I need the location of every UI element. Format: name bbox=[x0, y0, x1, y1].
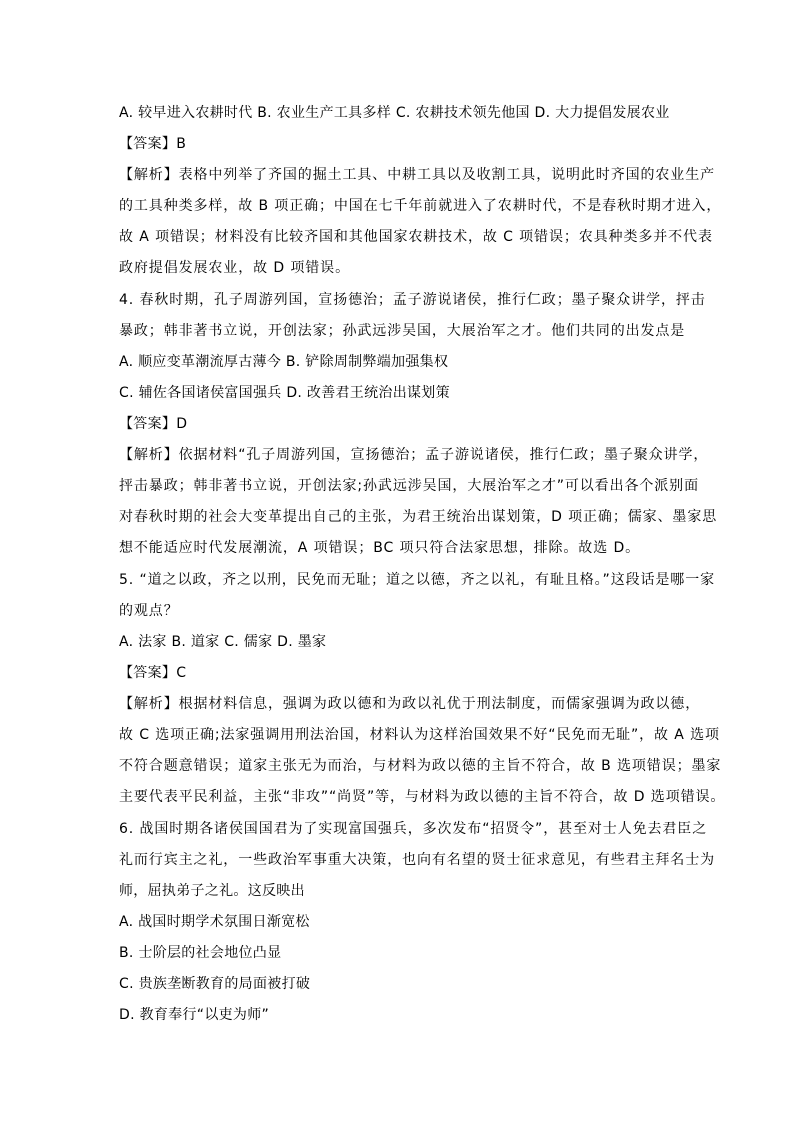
q3-analysis-line: 的工具种类多样，故 B 项正确；中国在七千年前就进入了农耕时代，不是春秋时期才进入， bbox=[119, 198, 722, 214]
q5-answer: 【答案】C bbox=[119, 665, 187, 681]
q6-stem-line: 礼而行宾主之礼，一些政治军事重大决策，也向有名望的贤士征求意见，有些君主拜名士为 bbox=[119, 852, 715, 868]
q4-stem-line: 暴政；韩非著书立说，开创法家；孙武远涉吴国，大展治军之才。他们共同的出发点是 bbox=[119, 323, 686, 339]
q5-analysis-line: 【解析】根据材料信息，强调为政以德和为政以礼优于刑法制度，而儒家强调为政以德， bbox=[119, 696, 701, 712]
q3-analysis-line: 故 A 项错误；材料没有比较齐国和其他国家农耕技术，故 C 项错误；农具种类多并不代表 bbox=[119, 229, 713, 245]
q3-answer: 【答案】B bbox=[119, 136, 187, 152]
q5-analysis-line: 不符合题意错误；道家主张无为而治，与材料为政以德的主旨不符合，故 B 选项错误；墨家 bbox=[119, 758, 722, 774]
q4-options-line: C. 辅佐各国诸侯富国强兵 D. 改善君王统治出谋划策 bbox=[119, 385, 450, 401]
q6-option: D. 教育奉行“以吏为师” bbox=[119, 1007, 270, 1023]
q4-stem-line: 4. 春秋时期，孔子周游列国，宣扬德治；孟子游说诸侯，推行仁政；墨子聚众讲学，抨击 bbox=[119, 292, 706, 308]
q5-stem-line: 5. “道之以政，齐之以刑，民免而无耻；道之以德，齐之以礼，有耻且格。”这段话是哪一家 bbox=[119, 572, 716, 588]
q4-analysis-line: 【解析】依据材料“孔子周游列国，宣扬德治；孟子游说诸侯，推行仁政；墨子聚众讲学， bbox=[119, 447, 709, 463]
q3-options: A. 较早进入农耕时代 B. 农业生产工具多样 C. 农耕技术领先他国 D. 大力提倡发展农业 bbox=[119, 105, 670, 121]
q5-analysis-line: 主要代表平民利益，主张“非攻”“尚贤”等，与材料为政以德的主旨不符合，故 D 选项错误。 bbox=[119, 789, 726, 805]
q3-analysis-line: 政府提倡发展农业，故 D 项错误。 bbox=[119, 260, 350, 276]
q4-analysis-line: 对春秋时期的社会大变革提出自己的主张，为君王统治出谋划策，D 项正确；儒家、墨家思 bbox=[119, 509, 718, 525]
q4-answer: 【答案】D bbox=[119, 416, 188, 432]
q4-options-line: A. 顺应变革潮流厚古薄今 B. 铲除周制弊端加强集权 bbox=[119, 354, 449, 370]
q6-option: A. 战国时期学术氛围日渐宽松 bbox=[119, 914, 310, 930]
q4-analysis-line: 想不能适应时代发展潮流，A 项错误；BC 项只符合法家思想，排除。故选 D。 bbox=[119, 540, 641, 556]
q5-stem-line: 的观点？ bbox=[119, 603, 179, 619]
q6-option: B. 士阶层的社会地位凸显 bbox=[119, 945, 282, 961]
q6-stem-line: 6. 战国时期各诸侯国国君为了实现富国强兵，多次发布“招贤令”，甚至对士人免去君臣之 bbox=[119, 821, 708, 837]
q6-option: C. 贵族垄断教育的局面被打破 bbox=[119, 976, 311, 992]
q6-stem-line: 师，屈执弟子之礼。这反映出 bbox=[119, 883, 305, 899]
q5-options: A. 法家 B. 道家 C. 儒家 D. 墨家 bbox=[119, 634, 327, 650]
q5-analysis-line: 故 C 选项正确;法家强调用刑法治国，材料认为这样治国效果不好“民免而无耻”，故 A 选项 bbox=[119, 727, 720, 743]
q4-analysis-line: 抨击暴政；韩非著书立说，开创法家;孙武远涉吴国，大展治军之才”可以看出各个派别面 bbox=[119, 478, 699, 494]
q3-analysis-line: 【解析】表格中列举了齐国的掘土工具、中耕工具以及收割工具，说明此时齐国的农业生产 bbox=[119, 167, 715, 183]
